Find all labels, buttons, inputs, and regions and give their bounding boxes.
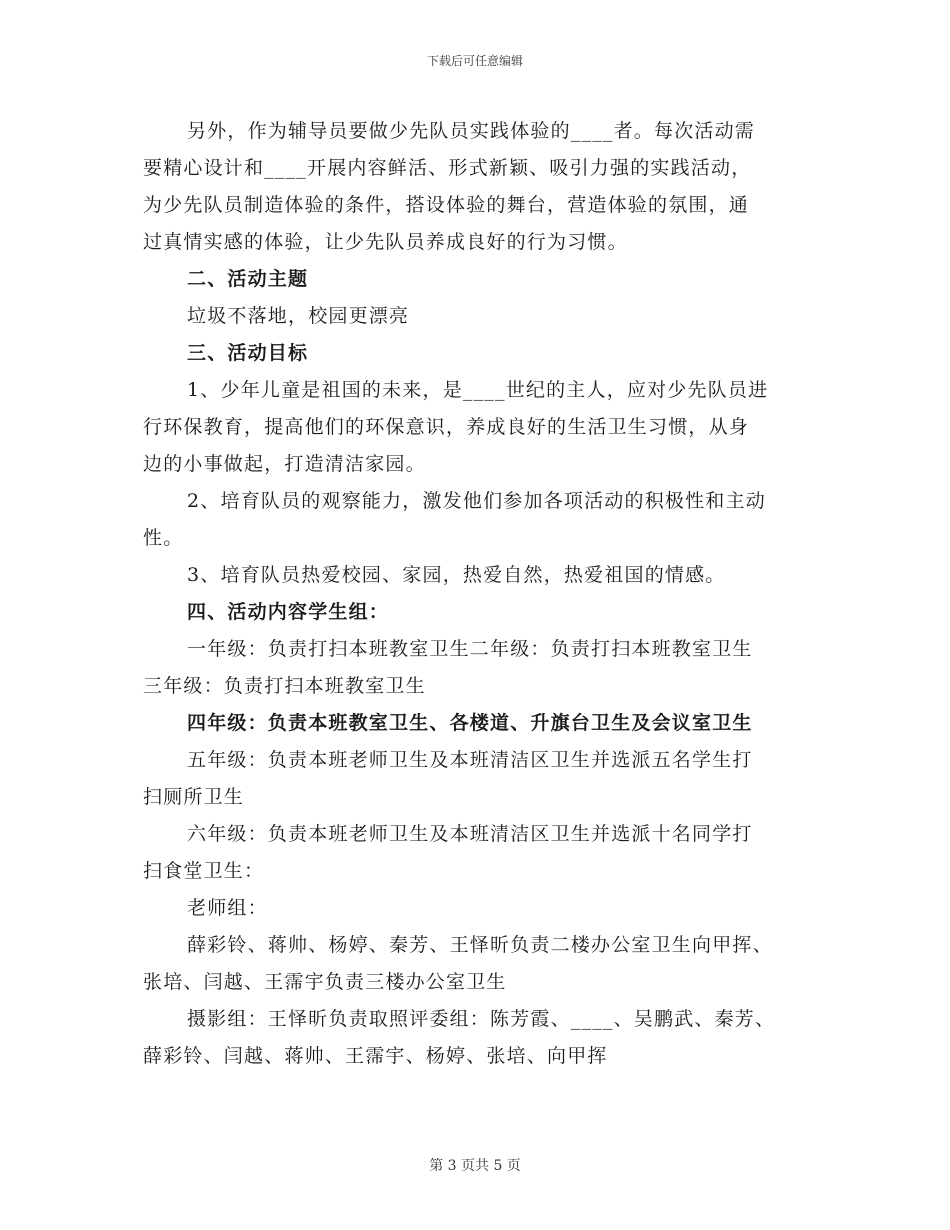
paragraph-line: 扫食堂卫生：	[143, 860, 265, 882]
paragraph-line: 行环保教育，提高他们的环保意识，养成良好的生活卫生习惯，从身	[143, 416, 750, 438]
paragraph-line: 为少先队员制造体验的条件，搭设体验的舞台，营造体验的氛围，通	[143, 194, 750, 216]
goal-item-2: 2、培育队员的观察能力，激发他们参加各项活动的积极性和主动	[187, 490, 766, 512]
teacher-group-label: 老师组：	[187, 897, 268, 919]
grade-assignment-line: 三年级：负责打扫本班教室卫生	[143, 675, 426, 697]
paragraph-line: 另外，作为辅导员要做少先队员实践体验的____者。每次活动需	[187, 120, 756, 142]
paragraph-line: 过真情实感的体验，让少先队员养成良好的行为习惯。	[143, 231, 628, 253]
page-header-note: 下载后可任意编辑	[426, 54, 523, 68]
page-footer-pagination: 第 3 页共 5 页	[429, 1158, 521, 1174]
paragraph-line: 薛彩铃、闫越、蒋帅、王霈宇、杨婷、张培、向甲挥	[143, 1045, 608, 1067]
section-heading-goals: 三、活动目标	[187, 342, 309, 364]
grade-assignment-line: 五年级：负责本班老师卫生及本班清洁区卫生并选派五名学生打	[187, 749, 753, 771]
grade-assignment-line: 六年级：负责本班老师卫生及本班清洁区卫生并选派十名同学打	[187, 823, 753, 845]
theme-text: 垃圾不落地，校园更漂亮	[187, 305, 410, 327]
grade-assignment-line: 四年级：负责本班教室卫生、各楼道、升旗台卫生及会议室卫生	[187, 712, 753, 734]
section-heading-content: 四、活动内容学生组：	[187, 601, 390, 623]
goal-item-1: 1、少年儿童是祖国的未来，是____世纪的主人，应对少先队员进	[187, 379, 769, 401]
grade-assignment-line: 一年级：负责打扫本班教室卫生二年级：负责打扫本班教室卫生	[187, 638, 753, 660]
photo-jury-line: 摄影组：王怿昕负责取照评委组：陈芳霞、____、吴鹏武、秦芳、	[187, 1008, 776, 1030]
document-body	[143, 113, 811, 1075]
paragraph-line: 性。	[143, 527, 184, 549]
paragraph-line: 边的小事做起，打造清洁家园。	[143, 453, 426, 475]
paragraph-line: 扫厕所卫生	[143, 786, 245, 808]
section-heading-theme: 二、活动主题	[187, 268, 309, 290]
paragraph-line: 张培、闫越、王霈宇负责三楼办公室卫生	[143, 971, 507, 993]
goal-item-3: 3、培育队员热爱校园、家园，热爱自然，热爱祖国的情感。	[187, 564, 726, 586]
paragraph-line: 要精心设计和____开展内容鲜活、形式新颖、吸引力强的实践活动，	[143, 157, 752, 179]
teacher-assignment-line: 薛彩铃、蒋帅、杨婷、秦芳、王怿昕负责二楼办公室卫生向甲挥、	[187, 934, 773, 956]
